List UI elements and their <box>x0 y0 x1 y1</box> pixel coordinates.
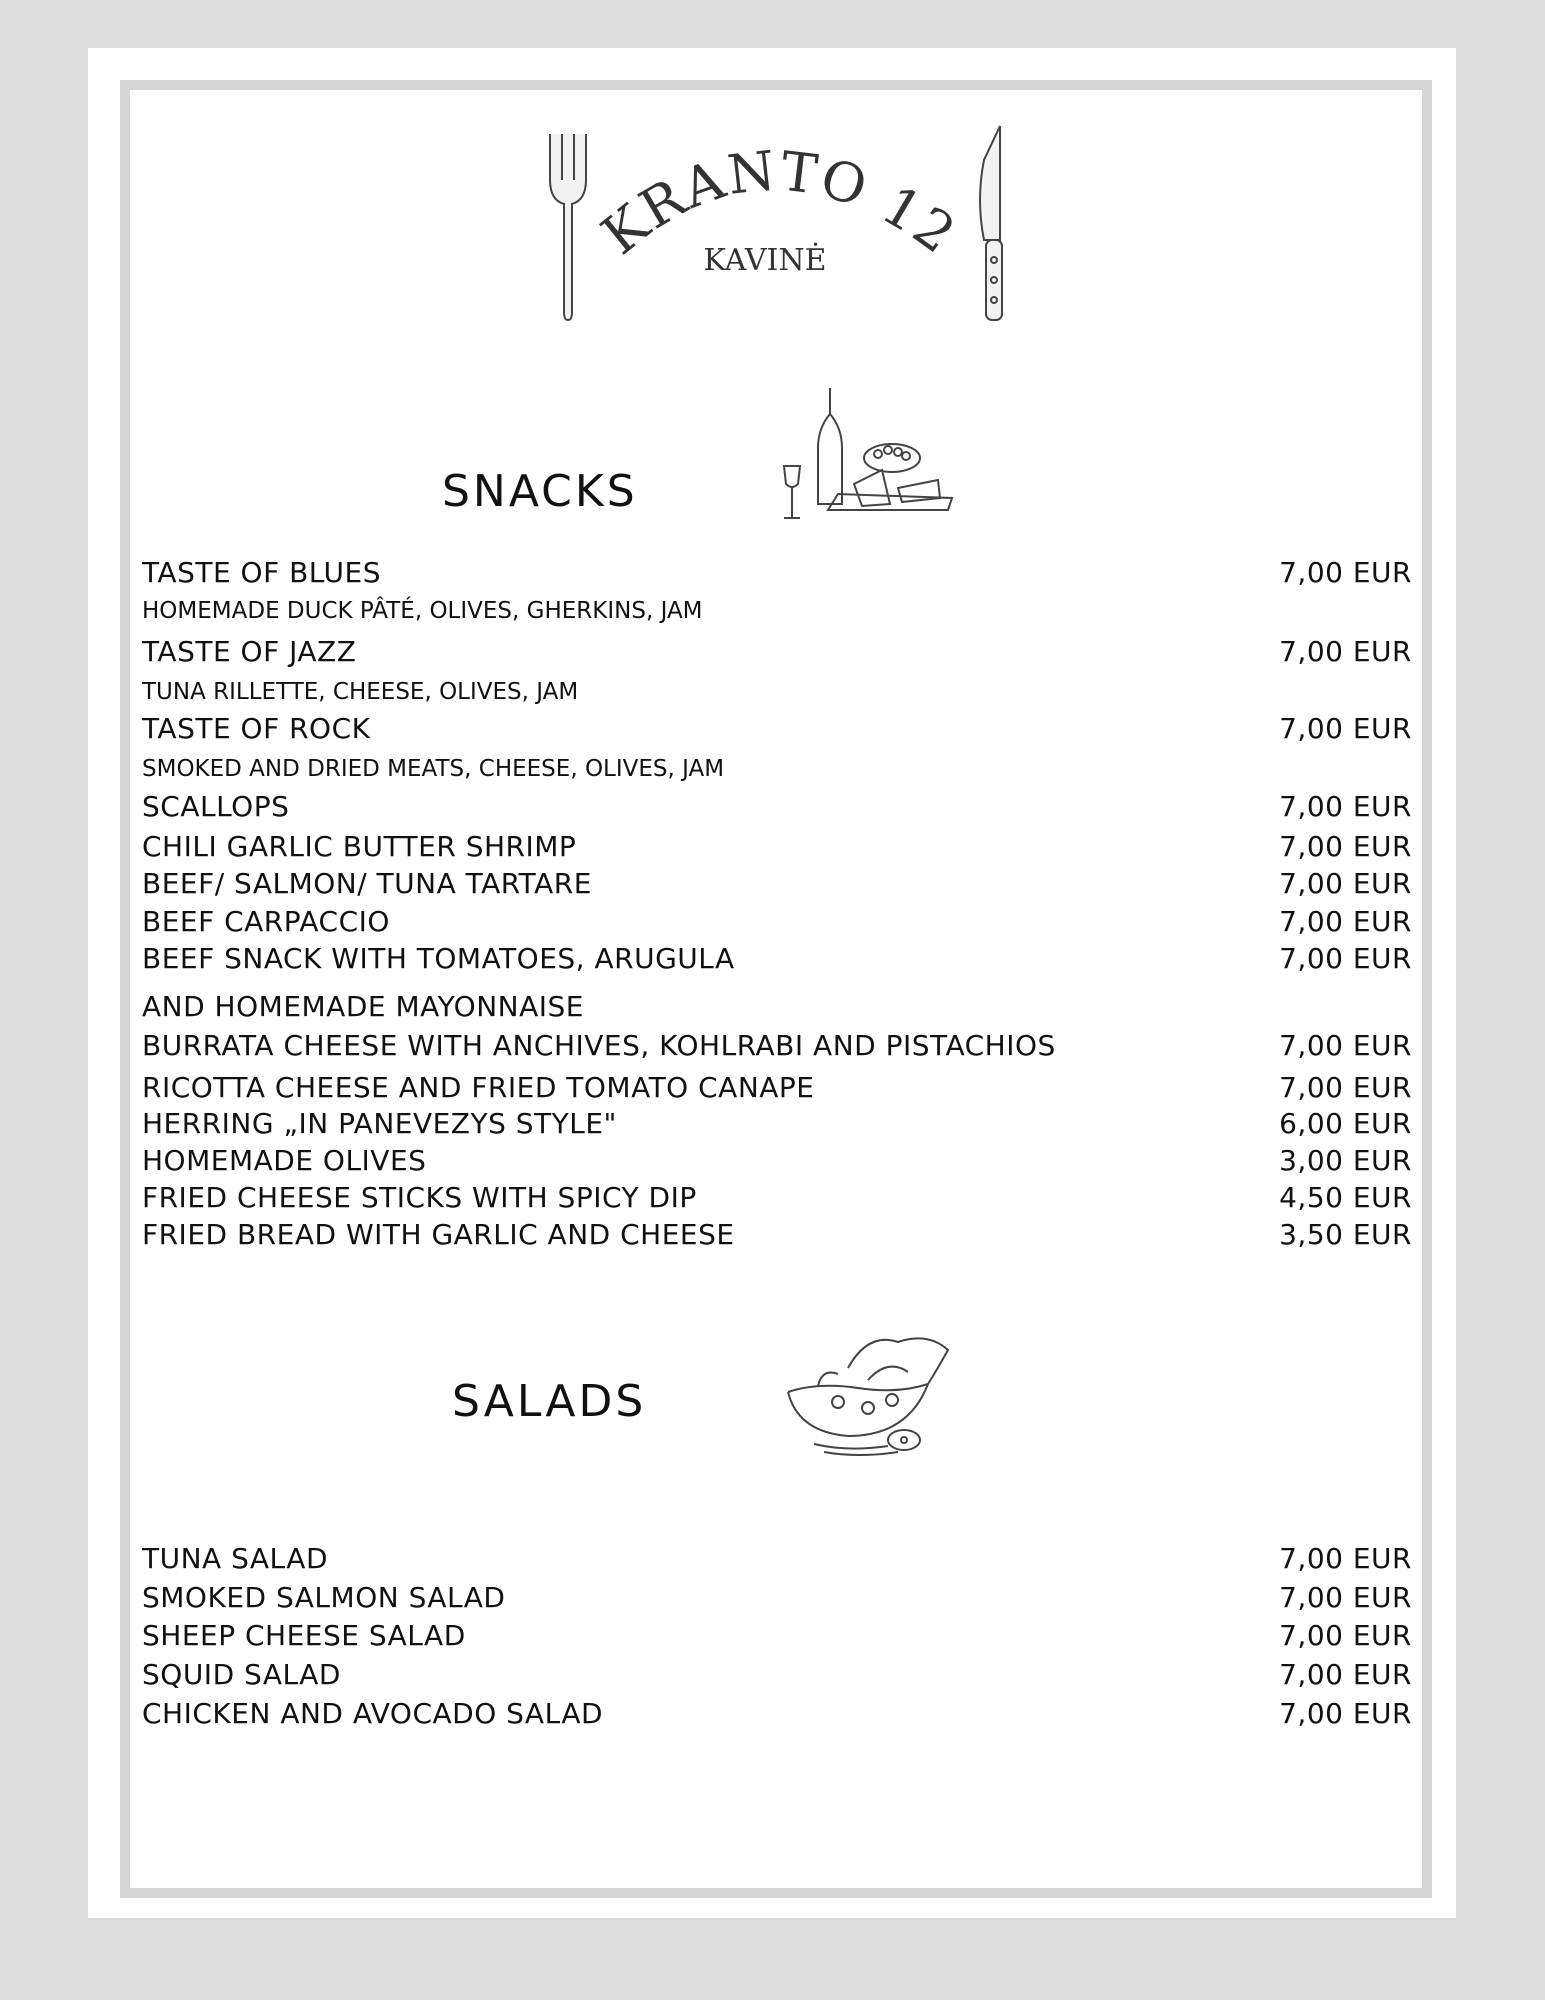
menu-item <box>142 556 1412 590</box>
menu-item <box>142 1542 1412 1576</box>
item-name: HOMEMADE OLIVES <box>142 1144 427 1177</box>
item-price: 7,00 EUR <box>1279 867 1412 900</box>
item-price: 6,00 EUR <box>1279 1107 1412 1140</box>
brand-subtitle: KAVINĖ <box>703 243 827 278</box>
item-price: 7,00 EUR <box>1279 1071 1412 1104</box>
wine-cheese-icon <box>778 384 960 526</box>
item-price: 4,50 EUR <box>1279 1181 1412 1214</box>
item-name: AND HOMEMADE MAYONNAISE <box>142 990 584 1023</box>
item-name: TASTE OF JAZZ <box>142 635 357 668</box>
menu-item <box>142 1697 1412 1731</box>
brand-name: KRANTO 12 <box>590 138 969 267</box>
item-price: 7,00 EUR <box>1279 635 1412 668</box>
menu-item <box>142 1107 1412 1141</box>
menu-item <box>142 1144 1412 1178</box>
item-name: SCALLOPS <box>142 790 290 823</box>
item-description: TUNA RILLETTE, CHEESE, OLIVES, JAM <box>142 679 579 705</box>
item-price: 7,00 EUR <box>1279 1542 1412 1575</box>
salads-title: SALADS <box>452 1376 647 1427</box>
item-price: 3,00 EUR <box>1279 1144 1412 1177</box>
item-price: 7,00 EUR <box>1279 1581 1412 1614</box>
item-price: 7,00 EUR <box>1279 712 1412 745</box>
menu-item-description <box>142 598 1412 632</box>
item-description: HOMEMADE DUCK PÂTÉ, OLIVES, GHERKINS, JAM <box>142 598 703 624</box>
item-name: BURRATA CHEESE WITH ANCHIVES, KOHLRABI AND PISTACHIOS <box>142 1029 1056 1062</box>
item-name: SHEEP CHEESE SALAD <box>142 1619 466 1652</box>
menu-item <box>142 712 1412 746</box>
item-price: 7,00 EUR <box>1279 1029 1412 1062</box>
item-price: 7,00 EUR <box>1279 830 1412 863</box>
menu-item <box>142 1619 1412 1653</box>
item-name: HERRING „IN PANEVEZYS STYLE" <box>142 1107 617 1140</box>
item-name: TUNA SALAD <box>142 1542 329 1575</box>
item-name: FRIED BREAD WITH GARLIC AND CHEESE <box>142 1218 735 1251</box>
item-price: 7,00 EUR <box>1279 556 1412 589</box>
item-name: CHILI GARLIC BUTTER SHRIMP <box>142 830 577 863</box>
item-name: SMOKED SALMON SALAD <box>142 1581 506 1614</box>
snacks-title: SNACKS <box>442 466 638 517</box>
menu-item <box>142 1029 1412 1063</box>
item-price: 7,00 EUR <box>1279 1697 1412 1730</box>
menu-item <box>142 905 1412 939</box>
menu-item <box>142 1658 1412 1692</box>
item-name: BEEF SNACK WITH TOMATOES, ARUGULA <box>142 942 735 975</box>
item-price: 7,00 EUR <box>1279 1619 1412 1652</box>
item-name: FRIED CHEESE STICKS WITH SPICY DIP <box>142 1181 697 1214</box>
item-price: 7,00 EUR <box>1279 1658 1412 1691</box>
item-name: BEEF/ SALMON/ TUNA TARTARE <box>142 867 592 900</box>
menu-item-continued <box>142 990 1412 1024</box>
item-description: SMOKED AND DRIED MEATS, CHEESE, OLIVES, JAM <box>142 756 725 782</box>
item-name: TASTE OF ROCK <box>142 712 371 745</box>
menu-item <box>142 1218 1412 1252</box>
item-price: 3,50 EUR <box>1279 1218 1412 1251</box>
item-price: 7,00 EUR <box>1279 905 1412 938</box>
item-price: 7,00 EUR <box>1279 942 1412 975</box>
menu-item <box>142 635 1412 669</box>
menu-item <box>142 942 1412 976</box>
salad-bowl-icon <box>778 1328 960 1458</box>
kranto-logo <box>540 120 1020 330</box>
menu-item <box>142 790 1412 824</box>
item-name: TASTE OF BLUES <box>142 556 381 589</box>
item-name: BEEF CARPACCIO <box>142 905 390 938</box>
fork-icon <box>550 134 586 320</box>
knife-icon <box>980 126 1002 320</box>
item-price: 7,00 EUR <box>1279 790 1412 823</box>
menu-item <box>142 1071 1412 1105</box>
item-name: SQUID SALAD <box>142 1658 341 1691</box>
menu-item-description <box>142 756 1412 790</box>
menu-item <box>142 1581 1412 1615</box>
menu-item <box>142 830 1412 864</box>
item-name: CHICKEN AND AVOCADO SALAD <box>142 1697 604 1730</box>
menu-item <box>142 867 1412 901</box>
menu-item <box>142 1181 1412 1215</box>
item-name: RICOTTA CHEESE AND FRIED TOMATO CANAPE <box>142 1071 815 1104</box>
menu-item-description <box>142 679 1412 713</box>
